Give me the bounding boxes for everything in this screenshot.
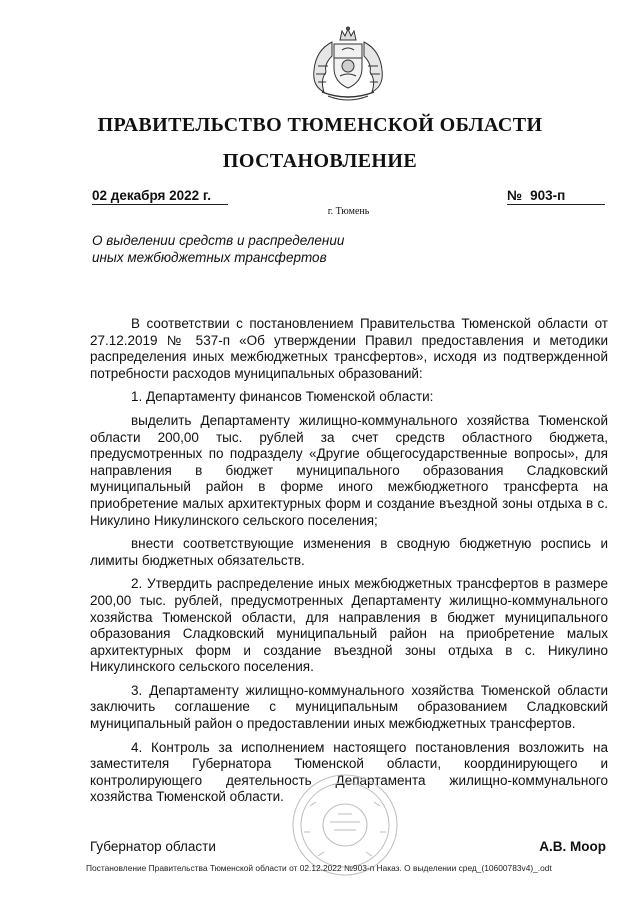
document-subject [92, 232, 382, 266]
number-sign: № [507, 188, 523, 203]
document-body [90, 316, 608, 813]
number-value: 903-п [530, 188, 566, 203]
paragraph: 4. Контроль за исполнением настоящего постановления возложить на заместителя Губернатора Тюменской области, координирующего и контролирующего деятельность Департамента жилищно-коммунального хозяйства Тюменской области. [90, 739, 608, 805]
organization-title: ПРАВИТЕЛЬСТВО ТЮМЕНСКОЙ ОБЛАСТИ [97, 114, 543, 136]
document-footer: Постановление Правительства Тюменской области от 02.12.2022 №903-п Наказ. О выделении сред_(10600783v4)_.odt [86, 863, 552, 873]
paragraph: В соответствии с постановлением Правительства Тюменской области от 27.12.2019 № 537-п «Об утверждении Правил предоставления и методики распределения иных межбюджетных трансфертов», исходя из подтвержденной потребности расходов муниципальных образований: [90, 316, 608, 381]
paragraph: выделить Департаменту жилищно-коммунального хозяйства Тюменской области 200,00 тыс. рублей за счет средств областного бюджета, предусмотренных по подразделу «Другие общегосударственные вопросы», для направления в бюджет муниципального образования Сладковский муниципальный район в форме иного межбюджетного трансферта на приобретение малых архитектурных форм и создание въездной зоны отдыха в с. Никулино Никулинского сельского поселения; [90, 412, 608, 528]
document-date: 02 декабря 2022 г. [92, 188, 228, 205]
city: г. Тюмень [327, 206, 370, 217]
paragraph: 2. Утвердить распределение иных межбюджетных трансфертов в размере 200,00 тыс. рублей, предусмотренных Департаменту жилищно-коммунального хозяйства Тюменской области, для направления в бюджет муниципального образования Сладковский муниципальный район на приобретение малых архитектурных форм и создание въездной зоны отдыха в с. Никулино Никулинского сельского поселения. [90, 576, 608, 675]
signatory-name: А.В. Моор [539, 839, 606, 854]
paragraph: 1. Департаменту финансов Тюменской области: [131, 389, 434, 405]
document-number [507, 188, 605, 205]
document-type: ПОСТАНОВЛЕНИЕ [222, 150, 418, 172]
signatory-title: Губернатор области [90, 839, 216, 854]
paragraph: внести соответствующие изменения в сводную бюджетную роспись и лимиты бюджетных обязательств. [90, 536, 608, 568]
subject-line: иных межбюджетных трансфертов [92, 250, 327, 265]
coat-of-arms-icon [302, 26, 394, 104]
subject-line: О выделении средств и распределении [92, 233, 345, 248]
paragraph: 3. Департаменту жилищно-коммунального хозяйства Тюменской области заключить соглашение с муниципальным образованием Сладковский муниципальный район о предоставлении иных межбюджетных трансфертов. [90, 682, 608, 732]
